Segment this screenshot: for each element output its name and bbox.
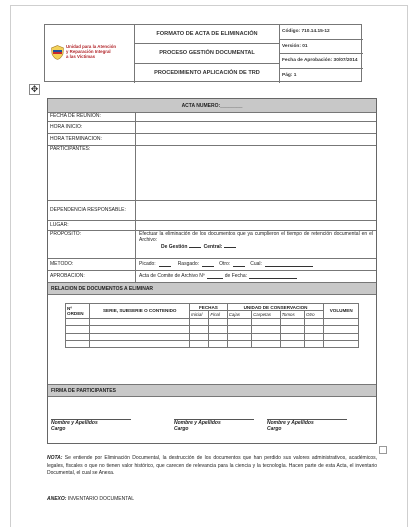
relacion-section-header (48, 283, 376, 295)
field-value[interactable] (136, 113, 376, 121)
relacion-title: RELACION DE DOCUMENTOS A ELIMINAR (51, 285, 154, 292)
firma-section-header (48, 385, 376, 397)
logo-line: y Reparación Integral (66, 49, 111, 55)
signature-name: Nombre y Apellidos (174, 420, 221, 426)
note-label: NOTA: (47, 455, 63, 461)
anexo-line (47, 496, 134, 502)
page-number-label: Pág: 1 (282, 73, 297, 79)
documents-table (65, 303, 359, 348)
note-text: Se entiende por Eliminación Documental, la destrucción de los documentos que han perdido sus valores administrativos, académicos, legales, fiscales o que no tienen valor histórico, que carecen de relevancia para la ciencia y la tecnología. Hacen parte de esta Acta, el inventario Documental, el cual se Anexa. (47, 455, 377, 477)
central-blank[interactable] (224, 243, 236, 248)
signature-block[interactable] (174, 419, 254, 433)
acta-number-label: ACTA NUMERO:________ (181, 102, 243, 109)
code-label: Código: 710.14.15-12 (280, 25, 363, 40)
col-header: UNIDAD DE CONSERVACION (227, 304, 324, 311)
picado-label: Picado: (139, 260, 156, 267)
col-header: Tomos (280, 311, 304, 318)
aprobacion-value (136, 271, 376, 282)
rasgado-blank[interactable] (202, 262, 214, 267)
table-resize-handle[interactable] (379, 446, 387, 454)
field-label: APROBACION: (48, 271, 136, 282)
cual-label: Cual: (250, 260, 262, 267)
table-row[interactable] (66, 326, 359, 333)
rasgado-label: Rasgado: (177, 260, 200, 267)
col-header: Carpetas (252, 311, 280, 318)
de-fecha-label: de Fecha: (224, 272, 247, 279)
field-value[interactable] (136, 134, 376, 145)
col-header: VOLUMEN (324, 304, 359, 319)
metodo-row (48, 259, 376, 271)
metodo-value (136, 259, 376, 270)
col-header: Cajas (227, 311, 251, 318)
field-label: HORA TERMINACION: (48, 134, 136, 145)
signature-block[interactable] (51, 419, 131, 433)
acta-number-row (48, 99, 376, 113)
institution-logo (45, 25, 135, 83)
field-label: PARTICIPANTES: (48, 146, 136, 200)
field-row (48, 122, 376, 134)
field-label: PROPOSITO: (48, 231, 136, 258)
field-row (48, 113, 376, 122)
col-header: Inicial (190, 311, 209, 318)
anexo-label: ANEXO: (47, 496, 67, 502)
version-label: Versión: 01 (280, 40, 363, 55)
signature-name: Nombre y Apellidos (51, 420, 98, 426)
field-label: HORA INICIO: (48, 122, 136, 133)
approval-date-label: Fecha de Aprobación: 30/07/2014 (280, 54, 363, 69)
field-value[interactable] (136, 146, 376, 200)
col-header: FECHAS (190, 304, 228, 311)
signature-role: Cargo (51, 425, 66, 432)
de-gestion-blank[interactable] (189, 243, 201, 248)
field-label: LUGAR: (48, 221, 136, 230)
col-header: Final (209, 311, 227, 318)
field-row (48, 201, 376, 221)
firma-title: FIRMA DE PARTICIPANTES (51, 387, 116, 394)
anexo-text: INVENTARIO DOCUMENTAL (66, 496, 135, 502)
field-label: METODO: (48, 259, 136, 270)
fecha-comite-blank[interactable] (249, 274, 297, 279)
form-title: FORMATO DE ACTA DE ELIMINACIÓN (135, 25, 279, 44)
proposito-text: Efectuar la eliminación de los documentos que ya cumplieron el tiempo de retención documental en el Archivo: (139, 231, 373, 243)
field-row (48, 221, 376, 231)
signature-role: Cargo (267, 425, 282, 432)
picado-blank[interactable] (159, 262, 171, 267)
header-meta (280, 25, 363, 83)
table-row[interactable] (66, 340, 359, 347)
col-header: Otro (305, 311, 324, 318)
field-label: FECHA DE REUNION: (48, 113, 136, 121)
field-label: DEPENDENCIA RESPONSABLE: (48, 201, 136, 220)
signature-block[interactable] (267, 419, 347, 433)
cual-blank[interactable] (265, 262, 313, 267)
signature-role: Cargo (174, 425, 189, 432)
signature-name: Nombre y Apellidos (267, 420, 314, 426)
header-titles (135, 25, 280, 83)
aprobacion-row (48, 271, 376, 283)
table-row[interactable] (66, 318, 359, 325)
process-title: PROCESO GESTIÓN DOCUMENTAL (135, 44, 279, 63)
field-value[interactable] (136, 201, 376, 220)
otro-blank[interactable] (233, 262, 245, 267)
acta-comite-blank[interactable] (207, 274, 223, 279)
field-row (48, 146, 376, 201)
logo-wordmark (66, 44, 116, 60)
procedure-title: PROCEDIMIENTO APLICACIÓN DE TRD (154, 70, 260, 77)
logo-line: Unidad para la Atención (66, 44, 117, 49)
logo-line: a las Víctimas (66, 54, 96, 60)
form-table (47, 98, 377, 444)
otro-label: Otro: (219, 260, 231, 267)
central-label: Central: (203, 244, 223, 251)
aprobacion-text: Acta de Comite de Archivo Nº (139, 272, 205, 279)
proposito-row (48, 231, 376, 259)
table-header-row (66, 304, 359, 311)
relacion-section (48, 303, 376, 385)
field-row (48, 134, 376, 146)
signature-section (48, 397, 376, 443)
de-gestion-label: De Gestión (161, 244, 188, 251)
table-move-handle-icon[interactable]: ✥ (30, 84, 39, 94)
field-value[interactable] (136, 221, 376, 230)
proposito-value (136, 231, 376, 258)
col-header: Nº ORDEN (66, 304, 90, 319)
col-header: SERIE, SUBSERIE O CONTENIDO (90, 304, 190, 319)
coat-of-arms-icon (51, 45, 64, 60)
table-row[interactable] (66, 333, 359, 340)
note-paragraph (47, 455, 377, 478)
field-value[interactable] (136, 122, 376, 133)
document-header (44, 24, 362, 82)
